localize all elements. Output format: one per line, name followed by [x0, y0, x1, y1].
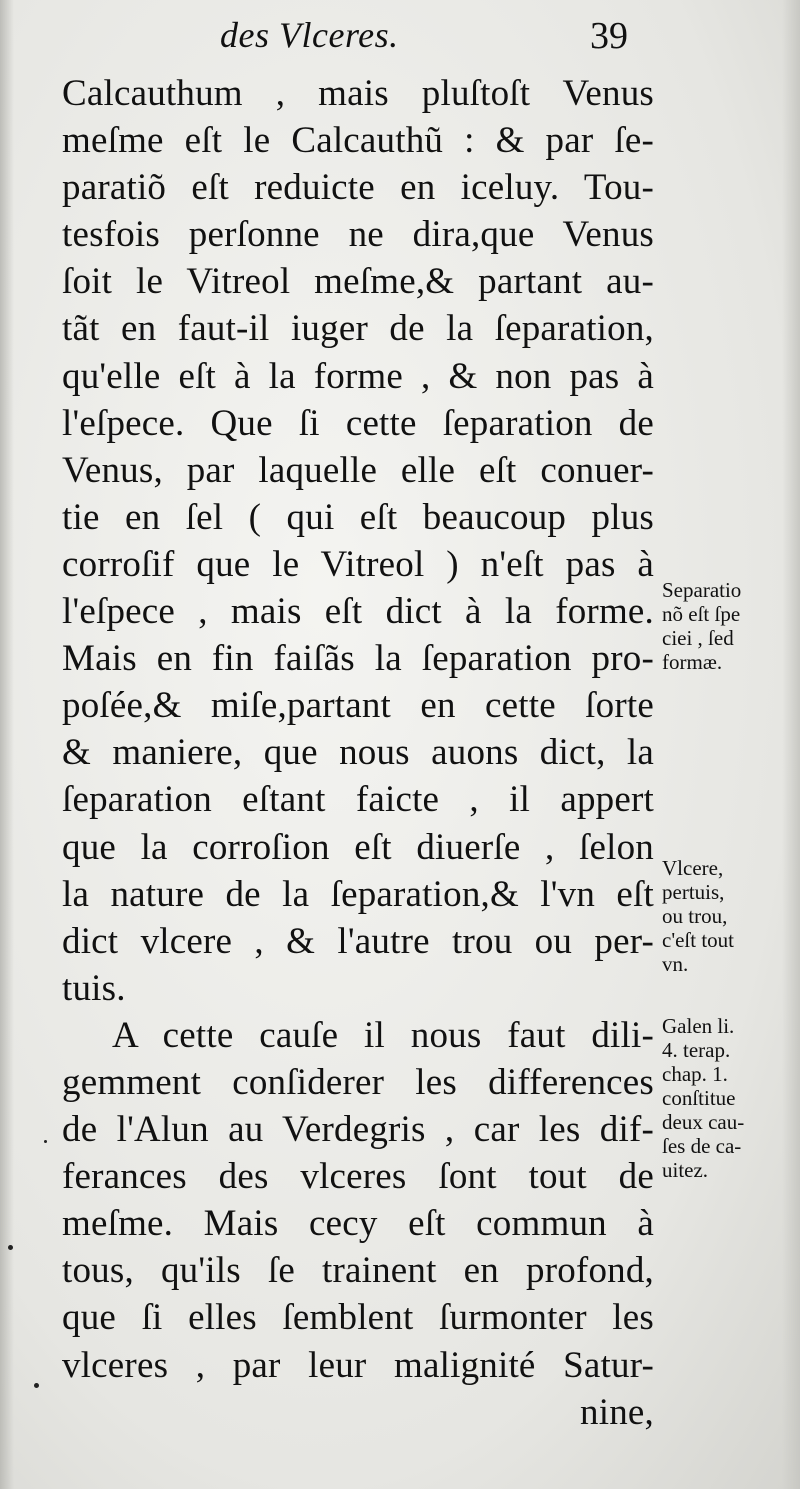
catchword-line: nine, [580, 1391, 654, 1433]
text-line: Venus, par laquelle elle eſt conuer- [62, 449, 654, 491]
page-edge-shadow-right [782, 0, 800, 1489]
margin-note-line: Separatio [662, 578, 742, 602]
text-line: & maniere, que nous auons dict, la [62, 732, 654, 774]
page-edge-shadow-left [0, 0, 14, 1489]
text-line: tesfois perſonne ne dira,que Venus [62, 214, 654, 256]
ink-speck [34, 1383, 39, 1388]
text-line: ſeparation eſtant faicte , il appert [62, 779, 654, 821]
text-line-paragraph-end: tuis. [62, 967, 126, 1009]
margin-note-line: pertuis, [662, 880, 725, 904]
margin-note-line: vn. [662, 952, 689, 976]
margin-note-line: 4. terap. [662, 1038, 731, 1062]
margin-note-line: Vlcere, [662, 856, 724, 880]
text-line: que la corroſion eſt diuerſe , ſelon [62, 826, 654, 868]
margin-note-line: chap. 1. [662, 1062, 728, 1086]
margin-note-separation [662, 578, 794, 674]
text-line: paratiõ eſt reduicte en iceluy. Tou- [62, 167, 654, 209]
text-line: qu'elle eſt à la forme , & non pas à [62, 355, 654, 397]
text-line: que ſi elles ſemblent ſurmonter les [62, 1297, 654, 1339]
text-line: meſme. Mais cecy eſt commun à [62, 1203, 654, 1245]
text-line-paragraph-start: A cette cauſe il nous faut dili- [112, 1014, 654, 1056]
margin-note-line: deux cau- [662, 1110, 745, 1134]
text-line: ſoit le Vitreol meſme,& partant au- [62, 261, 654, 303]
text-line: Calcauthum , mais pluſtoſt Venus [62, 73, 654, 114]
text-line: corroſif que le Vitreol ) n'eſt pas à [62, 543, 654, 585]
margin-note-line: uitez. [662, 1158, 709, 1182]
text-line: dict vlcere , & l'autre trou ou per- [62, 920, 654, 962]
text-line: tous, qu'ils ſe trainent en profond, [62, 1250, 654, 1292]
margin-note-galen [662, 1014, 794, 1182]
text-line: l'eſpece. Que ſi cette ſeparation de [62, 402, 654, 444]
text-line: tãt en faut-il iuger de la ſeparation, [62, 308, 654, 350]
text-line: tie en ſel ( qui eſt beaucoup plus [62, 496, 654, 538]
text-line: poſée,& miſe,partant en cette ſorte [62, 685, 654, 727]
margin-note-line: c'eſt tout [662, 928, 735, 952]
text-line: Mais en fin faiſãs la ſeparation pro- [62, 638, 654, 680]
page-number: 39 [590, 15, 628, 57]
margin-note-line: formæ. [662, 650, 723, 674]
text-line: meſme eſt le Calcauthũ : & par ſe- [62, 120, 654, 162]
text-line: de l'Alun au Verdegris , car les dif- [62, 1109, 654, 1151]
margin-note-ulcer [662, 856, 794, 976]
text-line: l'eſpece , mais eſt dict à la forme. [62, 591, 654, 633]
margin-note-line: ou trou, [662, 904, 728, 928]
text-line: vlceres , par leur malignité Satur- [62, 1344, 654, 1386]
text-line: ferances des vlceres ſont tout de [62, 1156, 654, 1198]
margin-note-line: nõ eſt ſpe [662, 602, 741, 626]
ink-speck [44, 1140, 47, 1143]
main-text-block [62, 70, 654, 1436]
margin-note-line: ciei , ſed [662, 626, 734, 650]
margin-note-line: conſtitue [662, 1086, 736, 1110]
margin-note-line: Galen li. [662, 1014, 735, 1038]
text-line: la nature de la ſeparation,& l'vn eſt [62, 873, 654, 915]
ink-speck [8, 1245, 13, 1250]
text-line: gemment conſiderer les differences [62, 1061, 654, 1103]
running-head: des Vlceres. [220, 15, 399, 55]
margin-note-line: ſes de ca- [662, 1134, 742, 1158]
